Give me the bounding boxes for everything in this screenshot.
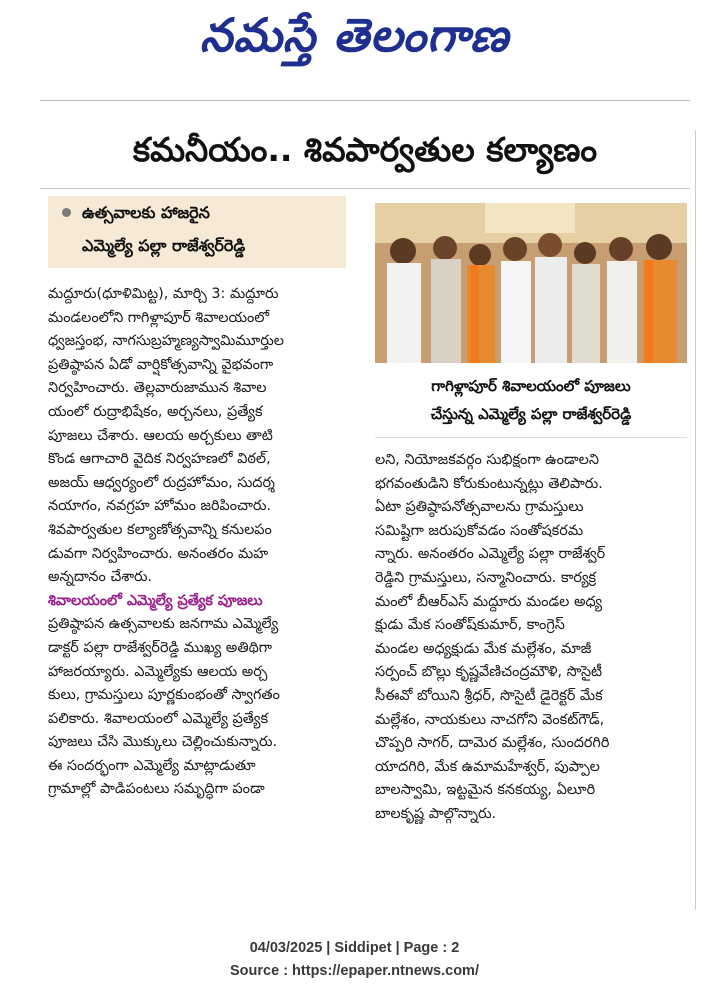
text-line: అజయ్ ఆధ్వర్యంలో రుద్రహోమం, సుదర్శ [48, 474, 275, 491]
text-line: మండల అధ్యక్షుడు మేక మల్లేశం, మాజీ [375, 640, 592, 657]
text-line: పూజలు చేశారు. ఆలయ అర్చకులు తాటి [48, 427, 273, 444]
text-line: మద్దూరు(ధూళిమిట్ట), మార్చి 3: మద్దూరు [48, 286, 279, 302]
subhead-line-2: ఎమ్మెల్యే పల్లా రాజేశ్వర్‌రెడ్డి [82, 236, 246, 255]
photo-illustration [375, 203, 687, 363]
caption-line-2: చేస్తున్న ఎమ్మెల్యే పల్లా రాజేశ్వర్‌రెడ్డి [430, 405, 632, 423]
article-headline: కమనీయం.. శివపార్వతుల కల్యాణం [132, 130, 598, 169]
text-line: శివపార్వతుల కల్యాణోత్సవాన్ని కనులపం [48, 521, 272, 538]
text-line: హాజరయ్యారు. ఎమ్మెల్యేకు ఆలయ అర్చ [48, 663, 268, 680]
text-line: పూజలు చేసి మొక్కులు చెల్లించుకున్నారు. [48, 734, 278, 751]
text-line: న్నారు. అనంతరం ఎమ్మెల్యే పల్లా రాజేశ్వర్ [375, 546, 606, 563]
photo-caption [375, 365, 687, 438]
text-line: పలికారు. శివాలయంలో ఎమ్మెల్యే ప్రత్యేక [48, 710, 268, 727]
text-line: భగవంతుడిని కోరుకుంటున్నట్లు తెలిపారు. [375, 475, 603, 492]
text-line: యంలో రుద్రాభిషేకం, అర్చనలు, ప్రత్యేక [48, 403, 263, 420]
text-line: సర్పంచ్ బొల్లు కృష్ణవేణిచంద్రమౌళి, సొసైటీ [375, 664, 603, 681]
text-line: నిర్వహించారు. తెల్లవారుజామున శివాల [48, 380, 267, 397]
text-line: కొండ ఆగాచారి వైదిక నిర్వహణలో విఠల్, [48, 451, 271, 468]
text-line: రెడ్డిని గ్రామస్తులు, సన్మానించారు. కార్యక్ర [375, 569, 597, 586]
text-line: బాలస్వామి, ఇట్టమైన కనకయ్య, ఏలూరి [375, 782, 596, 799]
text-line: ఈ సందర్భంగా ఎమ్మెల్యే మాట్లాడుతూ [48, 757, 256, 774]
article-photo [375, 203, 687, 363]
text-line: ధ్వజస్తంభ, నాగసుబ్రహ్మణ్యస్వామిమూర్తుల [48, 333, 284, 350]
footer-source: Source : https://epaper.ntnews.com/ [230, 963, 479, 979]
text-line: ప్రతిష్ఠాపన ఏడో వార్షికోత్సవాన్ని వైభవంగా [48, 356, 274, 373]
text-line: సమిష్టిగా జరుపుకోవడం సంతోషకరమ [375, 522, 584, 539]
text-line: మంలో బీఆర్‌ఎస్ మద్దూరు మండల అధ్య [375, 593, 603, 610]
text-line: ఏటా ప్రతిష్ఠాపనోత్సవాలను గ్రామస్తులు [375, 499, 584, 516]
text-line: నయాగం, నవగ్రహ హోమం జరిపించారు. [48, 498, 272, 515]
text-line: కులు, గ్రామస్తులు పూర్ణకుంభంతో స్వాగతం [48, 687, 280, 704]
column-divider [695, 130, 696, 910]
footer-date-edition: 04/03/2025 | Siddipet | Page : 2 [249, 940, 460, 956]
text-line: బాలకృష్ణ పాల్గొన్నారు. [375, 805, 497, 822]
text-line: డాక్టర్ పల్లా రాజేశ్వర్‌రెడ్డి ముఖ్య అతిథిగా [48, 639, 272, 656]
text-line: ప్రతిష్ఠాపన ఉత్సవాలకు జనగామ ఎమ్మెల్యే [48, 616, 279, 633]
bullet-icon [62, 208, 71, 217]
article-right-column [375, 449, 685, 827]
caption-line-1: గాగిళ్లాపూర్ శివాలయంలో పూజలు [431, 377, 631, 395]
text-line: చొప్పరి సాగర్, దామెర మల్లేశం, సుందరగిరి [375, 735, 610, 752]
text-line: మల్లేశం, నాయకులు నాచగోని వెంకట్‌గౌడ్, [375, 711, 605, 728]
text-line: సీఈవో బోయిని శ్రీధర్, సొసైటీ డైరెక్టర్ మేక [375, 687, 603, 704]
section-subhead: శివాలయంలో ఎమ్మెల్యే ప్రత్యేక పూజలు [48, 592, 263, 609]
text-line: డువగా నిర్వహించారు. అనంతరం మహ [48, 545, 269, 562]
divider [40, 100, 690, 101]
divider [40, 188, 690, 189]
text-line: క్షుడు మేక సంతోష్‌కుమార్, కాంగ్రెస్ [375, 617, 565, 634]
article-left-column [48, 283, 354, 802]
text-line: గ్రామాల్లో పాడిపంటలు సమృద్ధిగా పండా [48, 781, 265, 798]
subhead-line-1: ఉత్సవాలకు హాజరైన [82, 203, 210, 222]
newspaper-masthead: నమస్తే తెలంగాణ [199, 8, 510, 62]
text-line: మండలంలోని గాగిళ్లాపూర్ శివాలయంలో [48, 309, 270, 326]
text-line: యాదగిరి, మేక ఉమామహేశ్వర్, పుప్పాల [375, 758, 600, 775]
text-line: లని, నియోజకవర్గం సుభిక్షంగా ఉండాలని [375, 452, 599, 468]
text-line: అన్నదానం చేశారు. [48, 569, 153, 586]
